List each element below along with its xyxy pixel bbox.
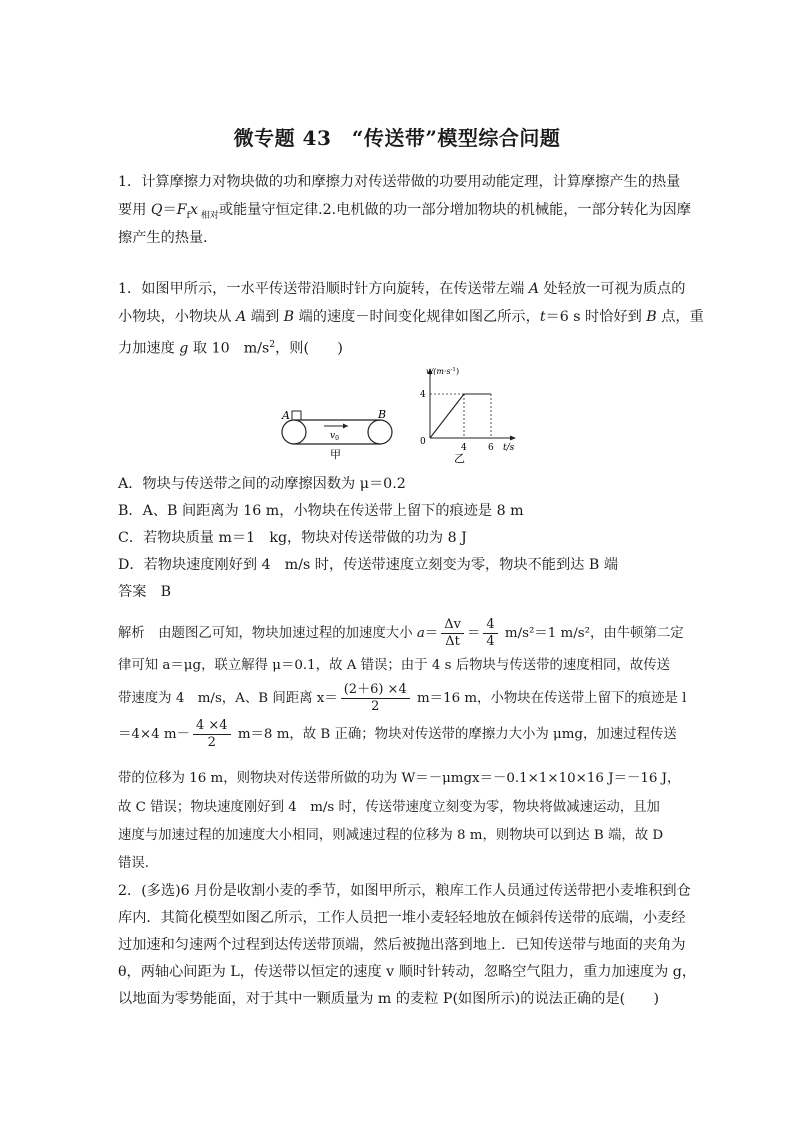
solution-line-5: 带的位移为 16 m，则物块对传送带所做的功为 W＝－μmgx＝－0.1×1×10×16 J＝－16 J， — [118, 771, 681, 786]
text: m＝16 m，小物块在传送带上留下的痕迹是 l — [412, 691, 687, 706]
y-tick-4: 4 — [420, 390, 426, 400]
numerator: 4 ×4 — [193, 718, 231, 735]
text: 1．如图甲所示，一水平传送带沿顺时针方向旋转，在传送带左端 — [118, 281, 529, 297]
text: 或能量守恒定律.2.电机做的功一部分增加物块的机械能，一部分转化为因摩 — [218, 202, 691, 218]
x-tick-6: 6 — [488, 443, 494, 453]
text: 端的速度－时间变化规律如图乙所示， — [294, 309, 540, 325]
q2-line-5: 以地面为零势能面，对于其中一颗质量为 m 的麦粒 P(如图所示)的说法正确的是( ) — [118, 991, 660, 1007]
text: 要用 — [118, 202, 151, 218]
intro-line-3: 擦产生的热量． — [118, 230, 218, 246]
answer-label: 答案 B — [118, 584, 171, 600]
text: ＝6 s 时恰好到 — [545, 309, 647, 325]
text: 处轻放一可视为质点的 — [539, 281, 686, 297]
var-t: t — [539, 309, 546, 325]
var-g: g — [179, 340, 189, 357]
q2-line-2: 库内．其简化模型如图乙所示，工作人员把一堆小麦轻轻地放在倾斜传送带的底端，小麦经 — [118, 910, 686, 926]
x-axis-arrow — [510, 436, 516, 441]
left-pulley — [282, 420, 306, 444]
accel-line — [430, 394, 464, 438]
q1-line-2 — [118, 303, 704, 331]
label-a: A — [282, 409, 290, 422]
q2-line-4: θ，两轴心间距为 L，传送带以恒定的速度 v 顺时针转动，忽略空气阻力，重力加速度为 g， — [118, 964, 697, 980]
text: ＝ — [424, 626, 439, 641]
fraction-4-4 — [483, 617, 497, 650]
var-a: a — [416, 626, 425, 641]
text: ＝4×4 m－ — [118, 727, 190, 742]
sup: 2 — [269, 340, 276, 350]
option-b: B．A、B 间距离为 16 m，小物块在传送带上留下的痕迹是 8 m — [118, 503, 524, 519]
text: 点，重 — [656, 309, 704, 325]
text: m＝8 m，故 B 正确；物块对传送带的摩擦力大小为 μmg，加速过程传送 — [233, 727, 677, 742]
text: 带速度为 4 m/s，A、B 间距离 x＝ — [118, 691, 338, 706]
text: 取 10 m/s — [188, 340, 270, 357]
text: ＝ — [466, 626, 481, 641]
numerator: Δv — [441, 617, 464, 634]
var-f: F — [176, 202, 187, 218]
var-q: Q — [150, 202, 163, 218]
velocity-time-graph — [412, 364, 522, 464]
text: ＝ — [162, 202, 177, 218]
text: ，则( ) — [275, 340, 343, 357]
block — [292, 411, 301, 420]
solution-line-4 — [118, 718, 678, 751]
x-tick-4: 4 — [461, 443, 467, 453]
conveyor-belt-figure — [276, 404, 402, 460]
y-axis-label: $v/(m\cdot s^{-1})$ — [426, 367, 460, 376]
var-a: A — [236, 309, 247, 325]
option-c: C．若物块质量 m＝1 kg，物块对传送带做的功为 8 J — [118, 530, 467, 546]
option-a: A．物块与传送带之间的动摩擦因数为 μ＝0.2 — [118, 476, 406, 492]
sub-relative: 相对 — [197, 210, 219, 221]
q2-line-3: 过加速和匀速两个过程到达传送带顶端，然后被抛出落到地上．已知传送带与地面的夹角为 — [118, 937, 686, 953]
var-b: B — [283, 309, 295, 325]
caption-yi: 乙 — [454, 452, 465, 464]
var-x: x — [189, 202, 198, 218]
text: 小物块，小物块从 — [118, 309, 237, 325]
numerator: 4 — [483, 617, 497, 634]
var-a: A — [528, 281, 540, 297]
text: 端到 — [246, 309, 284, 325]
option-d: D．若物块速度刚好到 4 m/s 时，传送带速度立刻变为零，物块不能到达 B 端 — [118, 557, 619, 573]
solution-line-7: 速度与加速过程的加速度大小相同，则减速过程的位移为 8 m，则物块可以到达 B 端，故 D — [118, 828, 664, 843]
numerator: (2＋6) ×4 — [341, 682, 410, 699]
origin-label: 0 — [420, 437, 426, 447]
right-pulley — [368, 420, 392, 444]
solution-line-1 — [118, 617, 684, 650]
solution-line-2: 律可知 a＝μg，联立解得 μ＝0.1，故 A 错误；由于 4 s 后物块与传送带的速度相同，故传送 — [118, 658, 671, 673]
var-b: B — [646, 309, 657, 325]
page-title: 微专题 43 “传送带”模型综合问题 — [233, 126, 561, 150]
solution-line-8: 错误． — [118, 856, 159, 871]
denominator: 2 — [207, 735, 216, 750]
x-axis-label: t/s — [503, 443, 515, 453]
intro-line-1: 1．计算摩擦力对物块做的功和摩擦力对传送带做的功要用动能定理，计算摩擦产生的热量 — [118, 174, 681, 190]
fraction-trace — [193, 718, 231, 751]
denominator: 2 — [371, 699, 380, 714]
label-v0: $v_0$ — [330, 431, 339, 442]
caption-jia: 甲 — [330, 448, 341, 460]
q1-line-1 — [118, 275, 686, 303]
fraction-distance — [341, 682, 410, 715]
sub-f: f — [186, 210, 190, 221]
q2-line-1: 2．(多选)6 月份是收割小麦的季节，如图甲所示，粮库工作人员通过传送带把小麦堆积到仓 — [118, 883, 691, 899]
text: 解析 由题图乙可知，物块加速过程的加速度大小 — [118, 626, 417, 641]
text: 力加速度 — [118, 340, 180, 357]
label-b: B — [378, 408, 387, 421]
q1-line-3 — [118, 331, 678, 363]
denominator: Δt — [445, 634, 460, 649]
solution-line-3 — [118, 682, 687, 715]
solution-line-6: 故 C 错误；物块速度刚好到 4 m/s 时，传送带速度立刻变为零，物块将做减速运动，且加 — [118, 800, 660, 815]
denominator: 4 — [486, 634, 495, 649]
arrow-head — [343, 424, 348, 429]
fraction-dv-dt — [441, 617, 464, 650]
text: m/s²＝1 m/s²，由牛顿第二定 — [500, 626, 684, 641]
